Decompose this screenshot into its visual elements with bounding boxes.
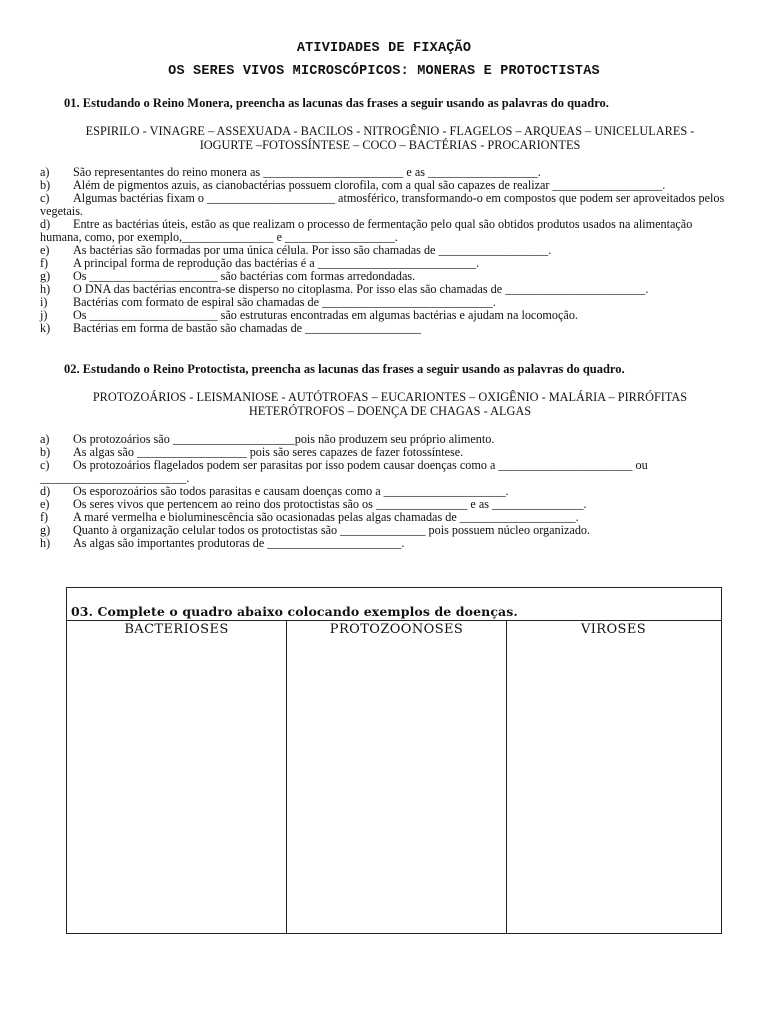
item-label: f) — [40, 510, 49, 524]
item-text: Os protozoários são ____________________pois não produzem seu próprio alimento. — [73, 432, 495, 446]
list-item — [40, 322, 730, 335]
item-text: A maré vermelha e bioluminescência são ocasionadas pelas algas chamadas de ___________________. — [73, 510, 579, 524]
item-text: As algas são __________________ pois são seres capazes de fazer fotossíntese. — [73, 445, 464, 459]
question-1-word-bank — [40, 124, 740, 152]
worksheet-subtitle: OS SERES VIVOS MICROSCÓPICOS: MONERAS E PROTOCTISTAS — [168, 64, 600, 79]
word-bank-line: HETERÓTROFOS – DOENÇA DE CHAGAS - ALGAS — [248, 404, 532, 418]
column-protozoonoses[interactable] — [287, 621, 507, 933]
item-text: Algumas bactérias fixam o _____________________ atmosférico, transformando-o em compostos que podem ser aproveitados pelos vegetais. — [40, 191, 725, 218]
item-label: e) — [40, 497, 50, 511]
item-text: As algas são importantes produtoras de ______________________. — [73, 536, 405, 550]
item-label: b) — [40, 178, 51, 192]
question-2-heading: 02. Estudando o Reino Protoctista, preencha as lacunas das frases a seguir usando as palavras do quadro. — [64, 362, 625, 376]
item-label: j) — [40, 308, 48, 322]
item-label: h) — [40, 282, 51, 296]
word-bank-line: PROTOZOÁRIOS - LEISMANIOSE - AUTÓTROFAS – EUCARIONTES – OXIGÊNIO - MALÁRIA – PIRRÓFITAS — [92, 390, 688, 404]
item-text: Os esporozoários são todos parasitas e causam doenças como a ____________________. — [73, 484, 509, 498]
item-label: i) — [40, 295, 48, 309]
column-header: VIROSES — [580, 622, 647, 637]
diseases-table — [66, 587, 722, 934]
question-3-heading: 03. Complete o quadro abaixo colocando exemplos de doenças. — [71, 604, 518, 619]
item-label: a) — [40, 165, 50, 179]
item-text: As bactérias são formadas por uma única célula. Por isso são chamadas de __________________. — [73, 243, 552, 257]
item-text: A principal forma de reprodução das bactérias é a __________________________. — [73, 256, 480, 270]
worksheet-title: ATIVIDADES DE FIXAÇÃO — [296, 41, 472, 56]
column-header: BACTERIOSES — [124, 622, 229, 637]
list-item — [40, 459, 730, 485]
item-label: c) — [40, 191, 50, 205]
item-label: f) — [40, 256, 49, 270]
question-1-heading: 01. Estudando o Reino Monera, preencha as lacunas das frases a seguir usando as palavras do quadro. — [64, 96, 609, 110]
item-label: e) — [40, 243, 50, 257]
word-bank-line: ESPIRILO - VINAGRE – ASSEXUADA - BACILOS - NITROGÊNIO - FLAGELOS – ARQUEAS – UNICELULARES - — [85, 124, 695, 138]
item-text: Os seres vivos que pertencem ao reino dos protoctistas são os _______________ e as _______________. — [73, 497, 587, 511]
item-label: b) — [40, 445, 51, 459]
item-text: Os _____________________ são bactérias com formas arredondadas. — [73, 269, 416, 283]
column-bacterioses[interactable] — [67, 621, 287, 933]
item-label: g) — [40, 269, 51, 283]
item-text: Além de pigmentos azuis, as cianobactérias possuem clorofila, com a qual são capazes de realizar __________________. — [73, 178, 666, 192]
item-text: Bactérias em forma de bastão são chamadas de ___________________ — [73, 321, 421, 335]
column-viroses[interactable] — [507, 621, 720, 933]
question-2-items — [40, 433, 730, 550]
item-label: k) — [40, 321, 51, 335]
question-1-items — [40, 166, 730, 335]
item-text: Os protozoários flagelados podem ser parasitas por isso podem causar doenças como a ______________________ ou ________________________. — [40, 458, 648, 485]
item-label: h) — [40, 536, 51, 550]
list-item — [40, 192, 730, 218]
item-text: Os _____________________ são estruturas encontradas em algumas bactérias e ajudam na locomoção. — [73, 308, 578, 322]
item-label: d) — [40, 217, 51, 231]
item-text: Quanto à organização celular todos os protoctistas são ______________ pois possuem núcleo organizado. — [73, 523, 591, 537]
item-label: g) — [40, 523, 51, 537]
item-text: São representantes do reino monera as _______________________ e as __________________. — [73, 165, 541, 179]
item-text: Bactérias com formato de espiral são chamadas de ____________________________. — [73, 295, 496, 309]
word-bank-line: IOGURTE –FOTOSSÍNTESE – COCO – BACTÉRIAS - PROCARIONTES — [199, 138, 581, 152]
item-label: a) — [40, 432, 50, 446]
table-title-row — [67, 588, 721, 621]
item-text: O DNA das bactérias encontra-se disperso no citoplasma. Por isso elas são chamadas de _______________________. — [73, 282, 649, 296]
question-2-word-bank — [40, 390, 740, 418]
item-label: d) — [40, 484, 51, 498]
list-item — [40, 537, 730, 550]
item-label: c) — [40, 458, 50, 472]
list-item — [40, 218, 730, 244]
column-header: PROTOZOONOSES — [329, 622, 464, 637]
item-text: Entre as bactérias úteis, estão as que realizam o processo de fermentação pelo qual são obtidos produtos usados na alimentação humana, como, por exemplo,_______________ e __________________. — [40, 217, 693, 244]
